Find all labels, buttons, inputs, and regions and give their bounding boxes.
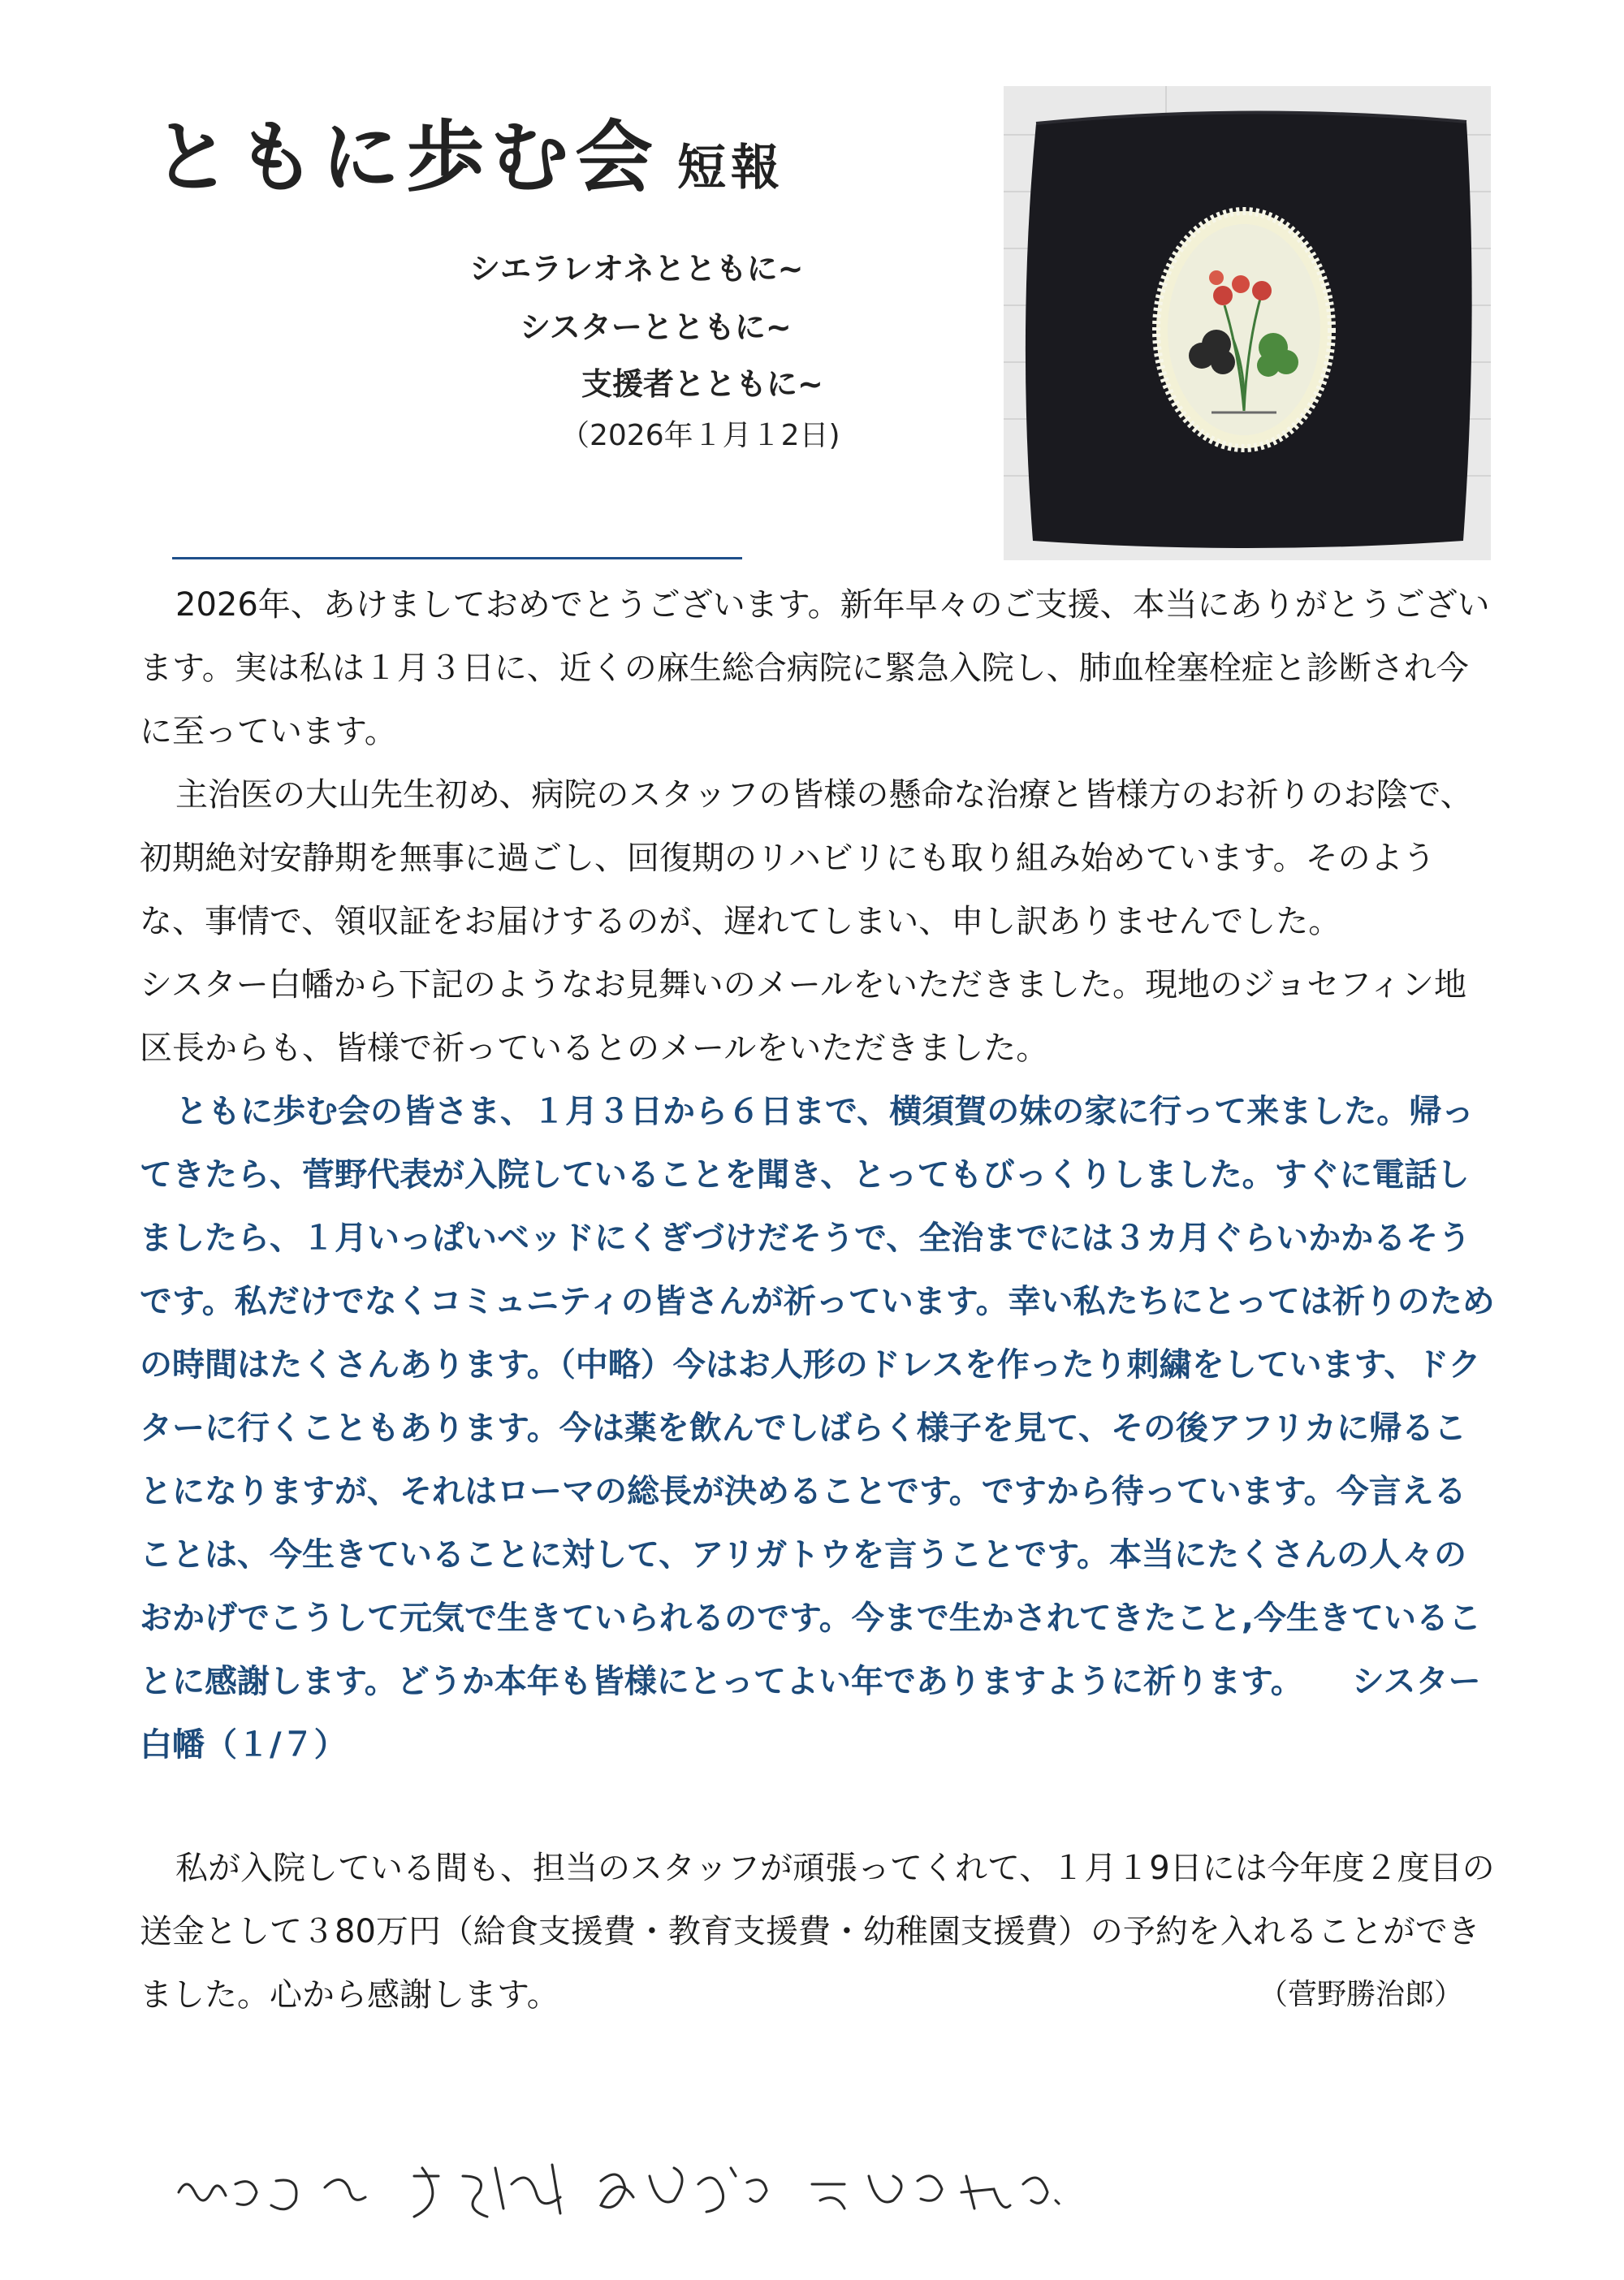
title-main: ともに歩む会 [153,111,659,203]
tagline-sierra-leone: シエラレオネとともに~ [469,251,804,287]
paragraph-recovery: 主治医の大山先生初め、病院のスタッフの皆様の懸命な治療と皆様方のお祈りのお陰で、初期絶対安静期を無事に過ごし、回復期のリハビリにも取り組み始めています。そのような、事情で、領収証をお届けするのが、遅れてしまい、申し訳ありませんでした。 [140,776,1473,940]
tagline-supporters: 支援者とともに~ [581,366,823,402]
sister-quote [140,1080,1496,1777]
tagline-sister: シスターとともに~ [520,309,792,345]
issue-date: （2026年１月１2日) [560,419,840,452]
paragraph-remittance-text: 私が入院している間も、担当のスタッフが頑張ってくれて、１月１9日には今年度２度目の送金として３80万円（給食支援費・教育支援費・幼稚園支援費）の予約を入れることができました。心から感謝します。 [140,1850,1495,2014]
paragraph-greeting: 2026年、あけましておめでとうございます。新年早々のご支援、本当にありがとうございます。実は私は１月３日に、近くの麻生総合病院に緊急入院し、肺血栓塞栓症と診断され今に至っています。 [140,586,1490,750]
paragraph-remittance [140,1837,1496,2027]
handwritten-thank-you-note [162,2152,1299,2241]
title-suffix: 短報 [677,140,784,196]
newsletter-body [140,573,1496,2027]
author-signature: （菅野勝治郎） [1258,1978,1463,2011]
header-divider [172,557,742,559]
sister-quote-text: ともに歩む会の皆さま、１月３日から６日まで、横須賀の妹の家に行って来ました。帰ってきたら、菅野代表が入院していることを聞き、とってもびっくりしました。すぐに電話しましたら、１月いっぱいベッドにくぎづけだそうで、全治までには３カ月ぐらいかかるそうです。私だけでなくコミュニティの皆さんが祈っています。幸い私たちにとっては祈りのための時間はたくさんあります。（中略）今はお人形のドレスを作ったり刺繍をしています、ドクターに行くこともあります。今は薬を飲んでしばらく様子を見て、その後アフリカに帰ることになりますが、それはローマの総長が決めることです。ですから待っています。今言えることは、今生きていることに対して、アリガトウを言うことです。本当にたくさんの人々のおかげでこうして元気で生きていられるのです。今まで生かされてきたこと,今生きていることに感謝します。どうか本年も皆様にとってよい年でありますように祈ります。 [140,1093,1495,1700]
sister-quote-signature: シスター白幡（１/７） [140,1663,1481,1764]
embroidered-cushion-photo [1004,86,1491,560]
paragraph-sister-mail: シスター白幡から下記のようなお見舞いのメールをいただきました。現地のジョセフィン地区長からも、皆様で祈っているとのメールをいただきました。 [140,966,1466,1067]
newsletter-title [153,96,784,207]
